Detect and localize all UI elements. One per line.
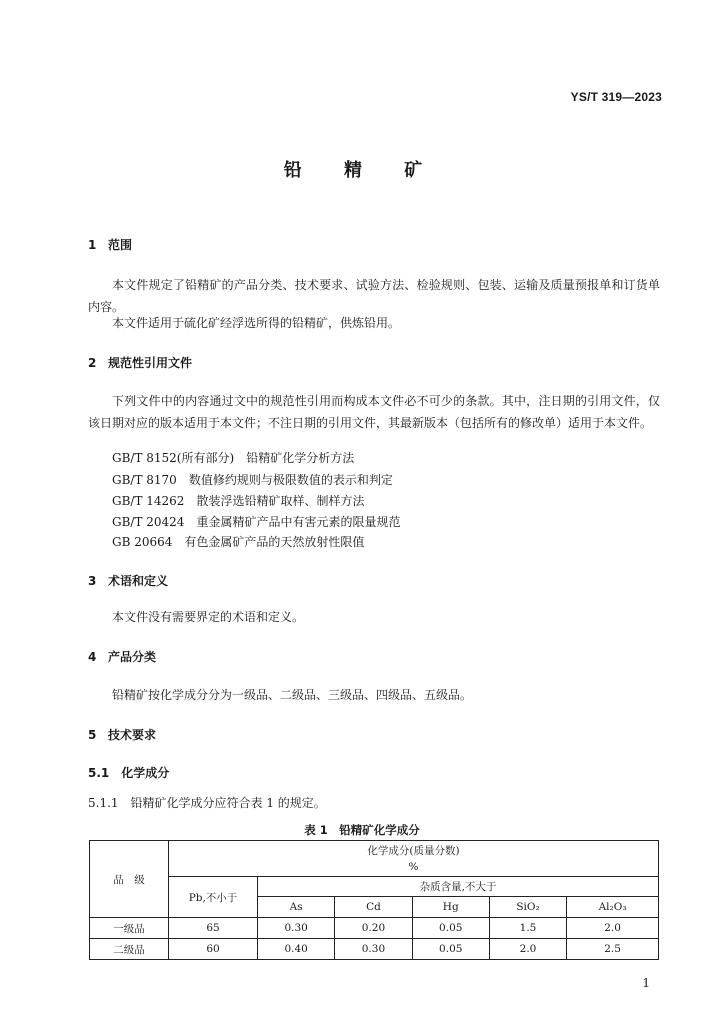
composition-title: 化学成分(质量分数) (367, 844, 460, 857)
section-number: 2 (88, 356, 97, 370)
standard-code: YS/T 319—2023 (570, 90, 662, 104)
impurity-hg-header: Hg (412, 897, 489, 918)
section-1-paragraph-2: 本文件适用于硫化矿经浮选所得的铅精矿，供炼铅用。 (112, 316, 401, 330)
as-cell: 0.30 (258, 918, 335, 939)
as-cell: 0.40 (258, 939, 335, 960)
reference-title: 重金属精矿产品中有害元素的限量规范 (196, 515, 401, 529)
al2o3-cell: 2.0 (567, 918, 659, 939)
reference-title: 铅精矿化学分析方法 (246, 451, 355, 465)
reference-code: GB/T 8170 (112, 473, 177, 487)
document-title: 铅 精 矿 (283, 160, 441, 181)
section-number: 3 (88, 574, 97, 588)
section-number: 5 (88, 728, 97, 742)
section-1-paragraph-1: 本文件规定了铅精矿的产品分类、技术要求、试验方法、检验规则、包装、运输及质量预报单和订货单内容。 (88, 278, 660, 314)
section-title: 范围 (108, 238, 133, 252)
table-caption: 表 1 铅精矿化学成分 (304, 823, 420, 837)
page-number: 1 (642, 976, 650, 990)
pb-header: Pb,不小于 (169, 877, 258, 918)
section-title: 产品分类 (108, 650, 157, 664)
section-4-paragraph-1: 铅精矿按化学成分分为一级品、二级品、三级品、四级品、五级品。 (112, 688, 473, 702)
pb-cell: 60 (169, 939, 258, 960)
composition-unit: % (408, 860, 419, 873)
composition-header (169, 841, 659, 877)
cd-cell: 0.20 (335, 918, 412, 939)
section-2-paragraph-1: 下列文件中的内容通过文中的规范性引用而构成本文件必不可少的条款。其中，注日期的引用文件，仅该日期对应的版本适用于本文件；不注日期的引用文件，其最新版本（包括所有的修改单）适用于本文件。 (88, 394, 660, 430)
hg-cell: 0.05 (412, 918, 489, 939)
section-number: 1 (88, 238, 97, 252)
section-3-paragraph-1: 本文件没有需要界定的术语和定义。 (112, 610, 305, 624)
sio2-cell: 1.5 (489, 918, 566, 939)
reference-title: 有色金属矿产品的天然放射性限值 (184, 535, 365, 549)
table-row (90, 918, 659, 939)
section-3-heading (88, 572, 168, 589)
reference-title: 数值修约规则与极限数值的表示和判定 (188, 473, 393, 487)
reference-item (112, 450, 354, 466)
subsection-5-1-1-text: 5.1.1 铅精矿化学成分应符合表 1 的规定。 (88, 796, 326, 810)
reference-item (112, 493, 364, 509)
cd-cell: 0.30 (335, 939, 412, 960)
reference-code: GB/T 20424 (112, 515, 185, 529)
reference-item (112, 514, 400, 530)
reference-code: GB/T 14262 (112, 494, 185, 508)
section-4-heading (88, 648, 156, 665)
section-title: 技术要求 (108, 728, 157, 742)
impurity-al2o3-header: Al₂O₃ (567, 897, 659, 918)
section-5-heading (88, 726, 156, 743)
impurity-header: 杂质含量,不大于 (258, 877, 659, 897)
table-row (90, 939, 659, 960)
reference-title: 散装浮选铅精矿取样、制样方法 (196, 494, 365, 508)
reference-item (112, 472, 393, 488)
hg-cell: 0.05 (412, 939, 489, 960)
al2o3-cell: 2.5 (567, 939, 659, 960)
reference-item (112, 534, 364, 550)
grade-header: 品 级 (90, 841, 169, 918)
chemical-composition-table (89, 840, 659, 960)
impurity-sio2-header: SiO₂ (489, 897, 566, 918)
pb-cell: 65 (169, 918, 258, 939)
section-number: 4 (88, 650, 97, 664)
impurity-cd-header: Cd (335, 897, 412, 918)
section-title: 术语和定义 (108, 574, 169, 588)
grade-cell: 二级品 (90, 939, 169, 960)
grade-cell: 一级品 (90, 918, 169, 939)
section-title: 规范性引用文件 (108, 356, 193, 370)
section-1-heading (88, 236, 132, 253)
subsection-5-1-heading: 5.1 化学成分 (88, 766, 170, 780)
impurity-as-header: As (258, 897, 335, 918)
reference-code: GB/T 8152(所有部分) (112, 451, 235, 465)
section-2-heading (88, 354, 192, 371)
sio2-cell: 2.0 (489, 939, 566, 960)
reference-code: GB 20664 (112, 535, 173, 549)
